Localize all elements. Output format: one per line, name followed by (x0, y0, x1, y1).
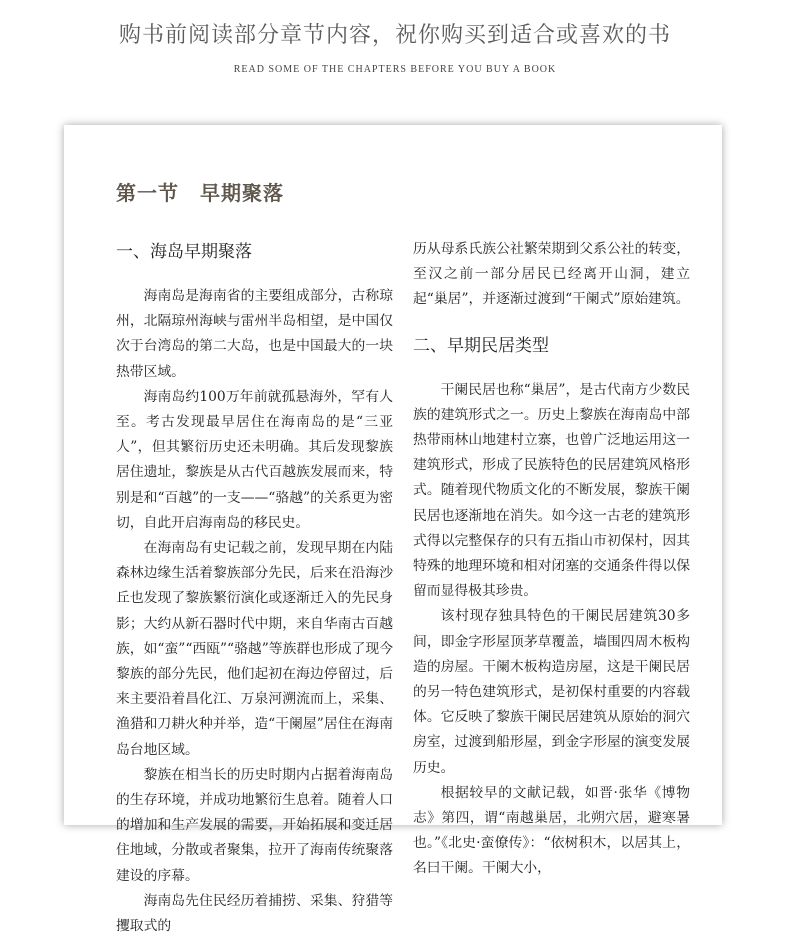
paragraph: 根据较早的文献记载，如晋·张华《博物志》第四，谓“南越巢居，北朔穴居，避寒暑也。”《北史·蛮僚传》：“依树积木，以居其上，名曰干阑。干阑大小， (413, 784, 690, 877)
paragraph: 黎族在相当长的历史时期内占据着海南岛的生存环境，并成功地繁衍生息着。随着人口的增加和生产发展的需要，开始拓展和变迁居住地域，分散或者聚集，拉开了海南传统聚落建设的序幕。 (116, 766, 393, 884)
section-heading-2: 二、早期民居类型 (413, 335, 549, 356)
paragraph-continuation: 历从母系氏族公社繁荣期到父系公社的转变，至汉之前一部分居民已经离开山洞，建立起“巢居”，并逐渐过渡到“干阑式”原始建筑。 (413, 241, 690, 308)
page-banner-title: 购书前阅读部分章节内容，祝你购买到适合或喜欢的书 (118, 23, 671, 48)
chapter-title: 第一节 早期聚落 (116, 181, 284, 205)
paragraph: 该村现存独具特色的干阑民居建筑30多间，即金字形屋顶茅草覆盖，墙围四周木板构造的房屋。干阑木板构造房屋，这是干阑民居的另一特色建筑形式，是初保村重要的内容载体。它反映了黎族干阑民居建筑从原始的洞穴房室，过渡到船形屋，到金字形屋的演变发展历史。 (413, 608, 690, 776)
page-banner-subtitle: READ SOME OF THE CHAPTERS BEFORE YOU BUY A BOOK (233, 64, 557, 75)
section-heading-1: 一、海岛早期聚落 (116, 242, 252, 262)
paragraph: 海南岛先住民经历着捕捞、采集、狩猎等攫取式的 (116, 892, 393, 935)
paragraph: 海南岛约100万年前就孤悬海外，罕有人至。考古发现最早居住在海南岛的是“三亚人”，但其繁衍历史还未明确。其后发现黎族居住遗址，黎族是从古代百越族发展而来，特别是和“百越”的一支——“骆越”的关系更为密切，自此开启海南岛的移民史。 (116, 388, 393, 531)
paragraph: 干阑民居也称“巢居”，是古代南方少数民族的建筑形式之一。历史上黎族在海南岛中部热带雨林山地建村立寨，也曾广泛地运用这一建筑形式，形成了民族特色的民居建筑风格形式。随着现代物质文化的不断发展，黎族干阑民居也逐渐地在消失。如今这一古老的建筑形式得以完整保存的只有五指山市初保村，因其特殊的地理环境和相对闭塞的交通条件得以保留而显得极其珍贵。 (413, 381, 690, 600)
paragraph: 在海南岛有史记载之前，发现早期在内陆森林边缘生活着黎族部分先民，后来在沿海沙丘也发现了黎族繁衍演化或逐渐迁入的先民身影；大约从新石器时代中期，来自华南古百越族，如“蛮”“西瓯”“骆越”等族群也形成了现今黎族的部分先民，他们起初在海边停留过，后来主要沿着昌化江、万泉河溯流而上，采集、渔猎和刀耕火种并举，造“干阑屋”居住在海南岛台地区域。 (116, 540, 393, 758)
right-column (413, 237, 690, 882)
left-column (116, 239, 393, 939)
book-page (64, 125, 722, 935)
paragraph: 海南岛是海南省的主要组成部分，古称琼州，北隔琼州海峡与雷州半岛相望，是中国仅次于台湾岛的第二大岛，也是中国最大的一块热带区域。 (116, 288, 393, 380)
